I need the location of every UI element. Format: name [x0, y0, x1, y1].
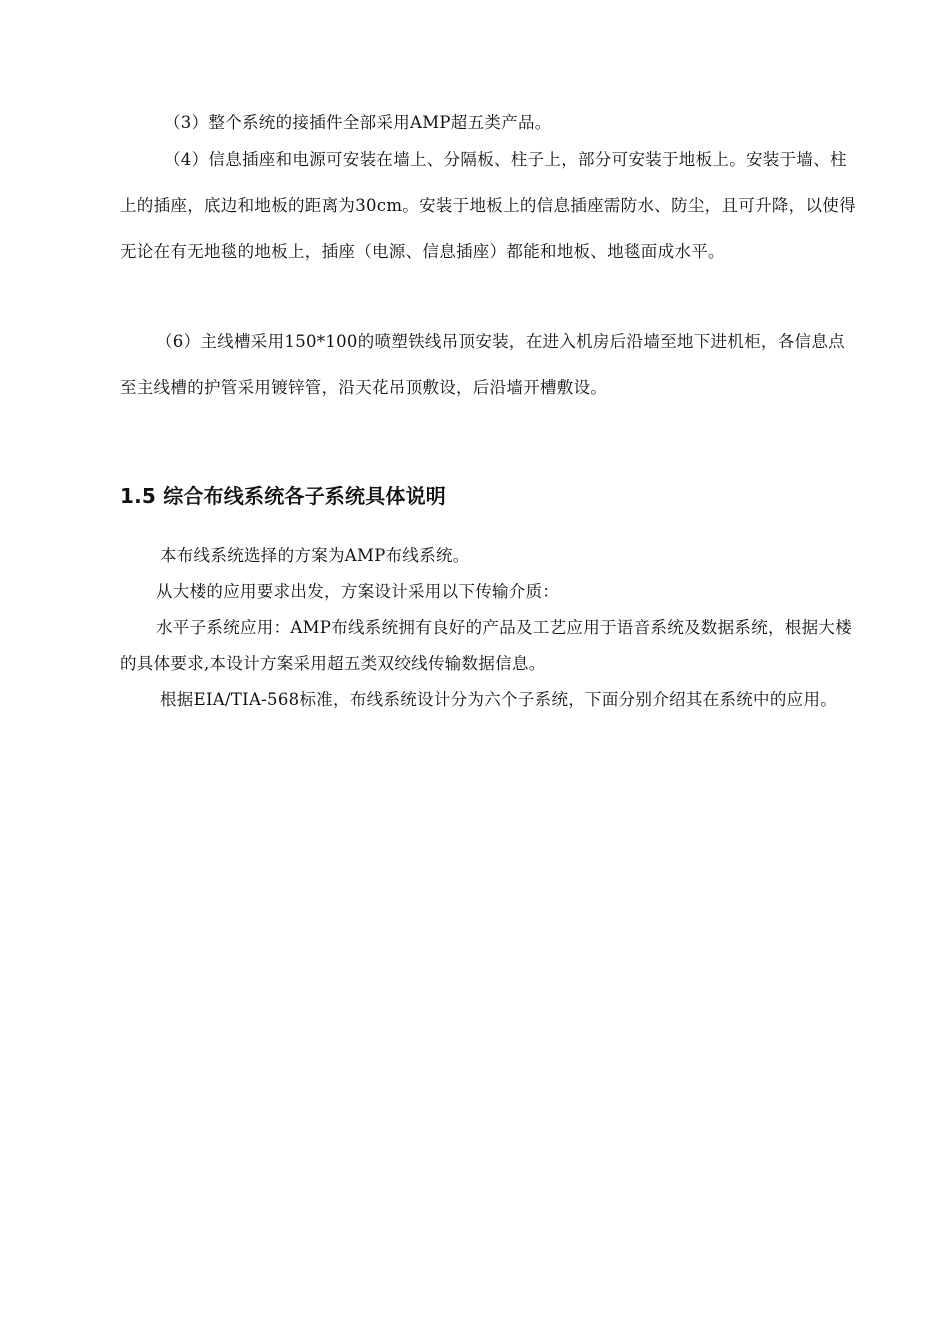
paragraph-main-trunking: （6）主线槽采用150*100的喷塑铁线吊顶安装，在进入机房后沿墙至地下进机柜，各信息点至主线槽的护管采用镀锌管，沿天花吊顶敷设，后沿墙开槽敷设。: [120, 332, 845, 397]
paragraph-media: 从大楼的应用要求出发，方案设计采用以下传输介质：: [156, 582, 560, 601]
paragraph-standard: 根据EIA/TIA-568标准，布线系统设计分为六个子系统，下面分别介绍其在系统中的应用。: [160, 690, 838, 709]
paragraph-connectors: （3）整个系统的接插件全部采用AMP超五类产品。: [164, 113, 552, 132]
paragraph-scheme: 本布线系统选择的方案为AMP布线系统。: [160, 546, 470, 565]
paragraph-socket-installation: （4）信息插座和电源可安装在墙上、分隔板、柱子上，部分可安装于地板上。安装于墙、柱上的插座，底边和地板的距离为30cm。安装于地板上的信息插座需防水、防尘，且可升降，以使得无论在有无地毯的地板上，插座（电源、信息插座）都能和地板、地毯面成水平。: [120, 150, 856, 261]
section-heading: 1.5 综合布线系统各子系统具体说明: [120, 484, 446, 508]
paragraph-horizontal-subsystem: 水平子系统应用：AMP布线系统拥有良好的产品及工艺应用于语音系统及数据系统，根据大楼的具体要求,本设计方案采用超五类双绞线传输数据信息。: [120, 618, 853, 673]
